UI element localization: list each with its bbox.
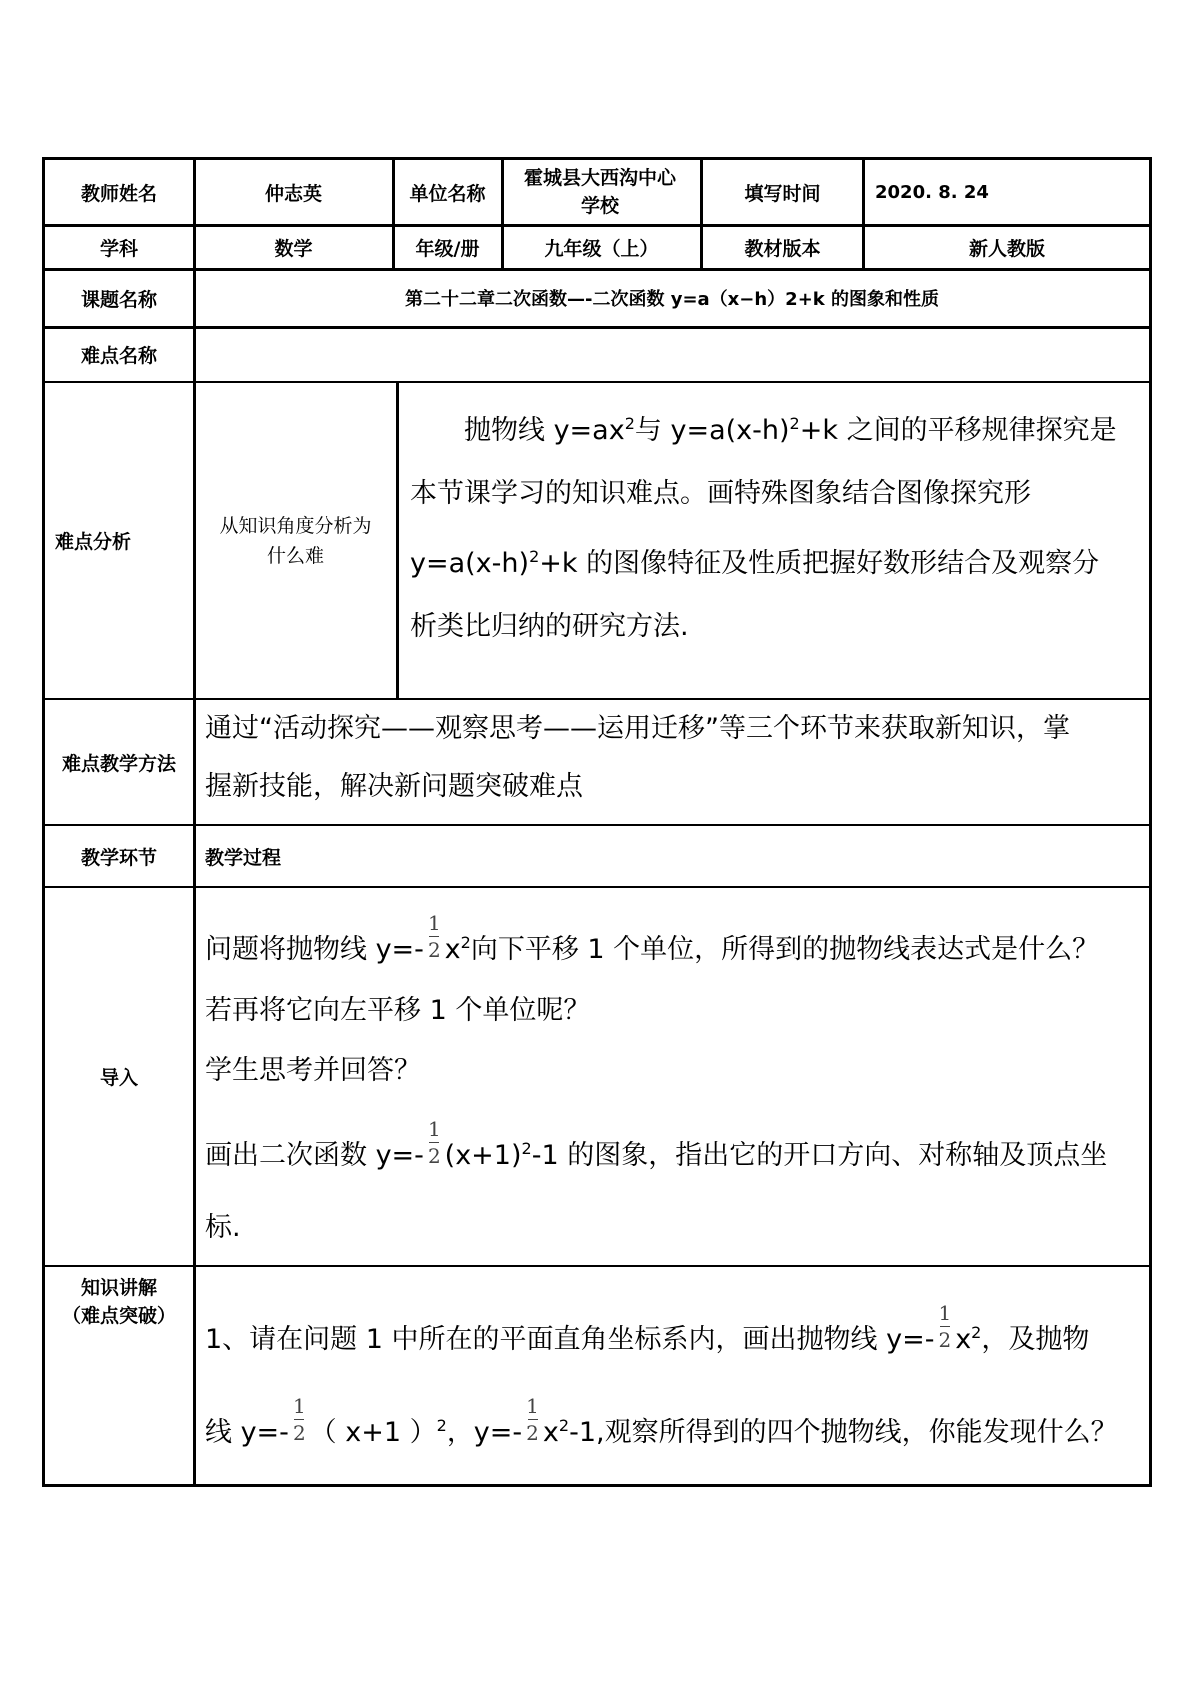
difficulty-name-label: 难点名称 (80, 345, 157, 367)
intro-text: 问题将抛物线 y=- $\frac{1}{2}$ $x^2$向下平移 1 个单位，所得到的抛物线表达式是什么？ 若再将它向左平移 1 个单位呢？ 学生思考并回答？ 画出二次函数 y=- $\frac{1}{2}$ $(x+1)^2-1$ 的图象，指出它的开口方向、对称轴及顶点坐 标. (205, 911, 1108, 1243)
topic-value: 第二十二章二次函数—-二次函数 y=a（x−h）2+k 的图象和性质 (404, 289, 940, 310)
knowledge-label: 知识讲解 （难点突破） (61, 1277, 176, 1327)
teaching-process-label: 教学过程 (205, 846, 282, 869)
unit-name-label: 单位名称 (409, 182, 486, 205)
fraction: $\frac{1}{2}$ (427, 1117, 441, 1168)
unit-name-value: 霍城县大西沟中心学校 (523, 167, 676, 217)
fill-time-value: 2020. 8. 24 (875, 181, 989, 203)
edition-value: 新人教版 (968, 237, 1045, 260)
grade-label: 年级/册 (415, 237, 480, 260)
teaching-method-label: 难点教学方法 (61, 752, 176, 775)
subject-label: 学科 (99, 237, 138, 260)
topic-label: 课题名称 (80, 288, 157, 311)
difficulty-analysis-label: 难点分析 (55, 531, 132, 553)
fraction: $\frac{1}{2}$ (938, 1301, 952, 1352)
intro-label: 导入 (99, 1067, 138, 1089)
difficulty-name-value (195, 328, 1149, 381)
lesson-plan-table (42, 157, 1152, 1487)
fraction: $\frac{1}{2}$ (526, 1394, 539, 1445)
difficulty-analysis-sublabel: 从知识角度分析为什么难 (219, 514, 372, 567)
fraction: $\frac{1}{2}$ (292, 1394, 306, 1445)
grade-value: 九年级（上） (544, 237, 659, 260)
difficulty-analysis-text: 抛物线 $y=ax^2$与 $y=a(x-h)^2+k$ 之间的平移规律探究是 本节课学习的知识难点。画特殊图象结合图像探究形 $y=a(x-h)^2+k$ 的图像特征及性质把握好数形结合及观察分 析类比归纳的研究方法. (410, 414, 1117, 642)
edition-label: 教材版本 (744, 237, 821, 260)
fill-time-label: 填写时间 (744, 182, 821, 205)
subject-value: 数学 (274, 237, 313, 260)
fraction: $\frac{1}{2}$ (427, 911, 441, 962)
teacher-name-label: 教师姓名 (80, 182, 157, 205)
teaching-stage-label: 教学环节 (80, 846, 157, 869)
teacher-name-value: 仲志英 (264, 182, 322, 205)
knowledge-text: 1、请在问题 1 中所在的平面直角坐标系内，画出抛物线 y=- $\frac{1}{2}$ $x^2$，及抛物 线 y=- $\frac{1}{2}$ （ x+1 ）$^2$，y=- $\frac{1}{2}$ $x^2-1$,观察所得到的四个抛物线，你能发现什么？ (205, 1301, 1118, 1448)
teaching-method-text: 通过“活动探究——观察思考——运用迁移”等三个环节来获取新知识，掌 握新技能，解决新问题突破难点 (205, 713, 1070, 802)
